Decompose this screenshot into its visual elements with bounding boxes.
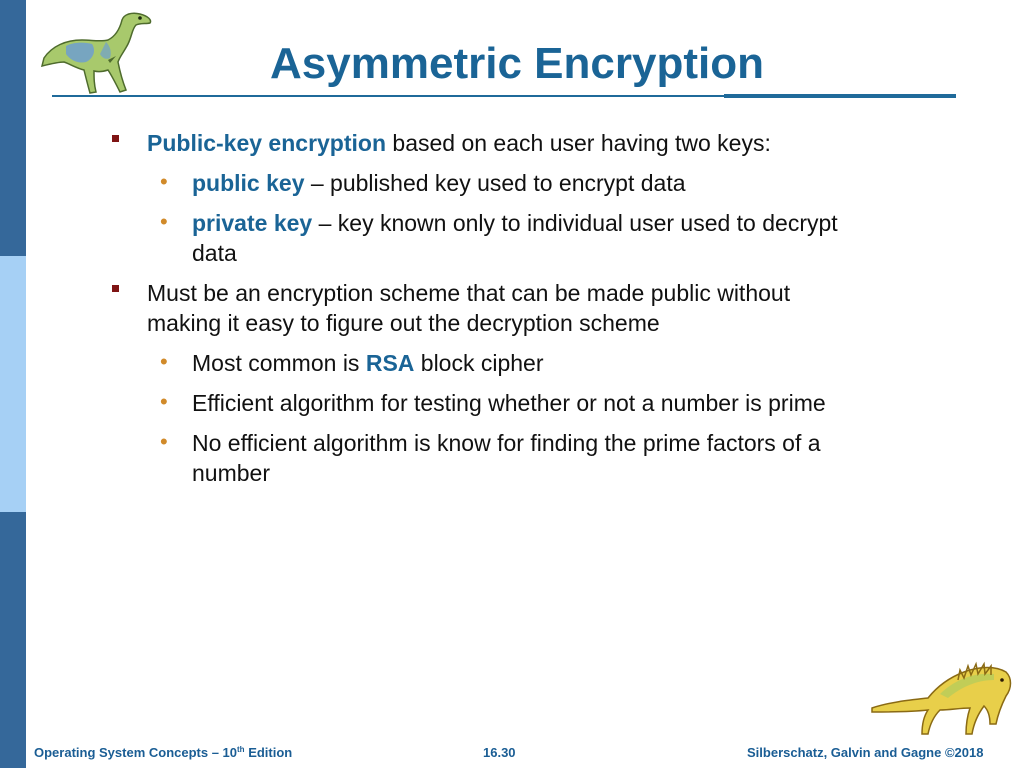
round-bullet-icon: • bbox=[160, 349, 168, 374]
dinosaur-logo-bottom-icon bbox=[870, 658, 1020, 740]
round-bullet-icon: • bbox=[160, 429, 168, 454]
subbullet-2-1-after: block cipher bbox=[414, 350, 544, 376]
bullet-2-line-1: Must be an encryption scheme that can be made public without bbox=[147, 280, 791, 306]
footer-book-title-suffix: Edition bbox=[244, 745, 293, 760]
subbullet-2-2-text: Efficient algorithm for testing whether or not a number is prime bbox=[192, 390, 826, 416]
square-bullet-icon bbox=[112, 135, 119, 142]
subbullet-1-1-body: – published key used to encrypt data bbox=[304, 170, 686, 196]
subbullet-1-1-text bbox=[192, 168, 686, 198]
bullet-1-body: based on each user having two keys: bbox=[386, 130, 771, 156]
round-bullet-icon: • bbox=[160, 389, 168, 414]
round-bullet-icon: • bbox=[160, 209, 168, 234]
footer-book-title bbox=[34, 744, 292, 762]
footer-authors: Silberschatz, Galvin and Gagne ©2018 bbox=[747, 745, 984, 760]
subbullet-2-1-text bbox=[192, 348, 544, 378]
subbullet-1-2-continuation: data bbox=[192, 240, 237, 266]
bullet-1-text bbox=[147, 128, 771, 158]
bullet-1-keyword: Public-key encryption bbox=[147, 130, 387, 156]
bullet-2-line-2: making it easy to figure out the decryption scheme bbox=[147, 310, 660, 336]
subbullet-1-2-keyword: private key bbox=[192, 210, 313, 236]
round-bullet-icon: • bbox=[160, 169, 168, 194]
footer-page-number: 16.30 bbox=[483, 745, 516, 760]
subbullet-1-2-body: – key known only to individual user used to decrypt bbox=[312, 210, 838, 236]
subbullet-2-1-before: Most common is bbox=[192, 350, 366, 376]
slide-title: Asymmetric Encryption bbox=[270, 39, 764, 88]
square-bullet-icon bbox=[112, 285, 119, 292]
subbullet-2-3-line-1: No efficient algorithm is know for finding the prime factors of a bbox=[192, 430, 821, 456]
footer-book-title-sup: th bbox=[237, 745, 245, 754]
subbullet-2-3-line-2: number bbox=[192, 460, 270, 486]
subbullet-1-1-keyword: public key bbox=[192, 170, 305, 196]
footer-book-title-prefix: Operating System Concepts – 10 bbox=[34, 745, 238, 760]
subbullet-1-2-text bbox=[192, 208, 838, 238]
subbullet-2-1-keyword: RSA bbox=[365, 350, 415, 376]
